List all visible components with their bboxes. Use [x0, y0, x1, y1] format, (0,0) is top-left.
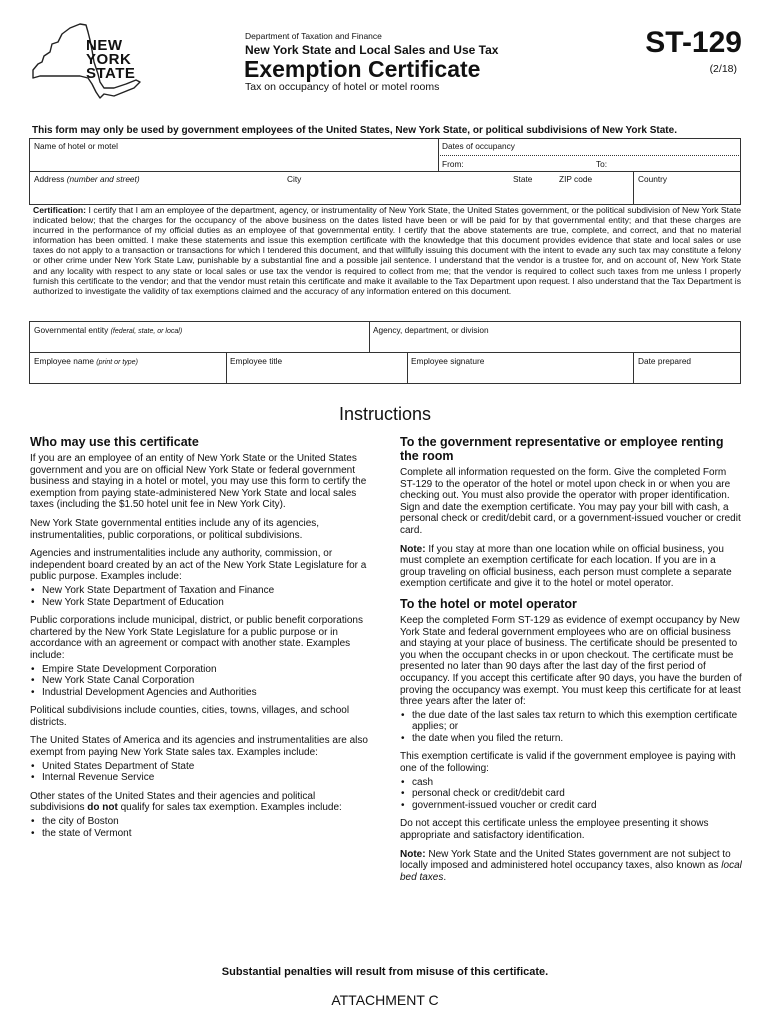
date-prepared-field[interactable]: Date prepared — [638, 356, 692, 366]
non-qualifying-examples-list — [30, 816, 368, 839]
paragraph: Public corporations include municipal, district, or public benefit corporations chartered by the New York State Legislature for a public purpose or in accordance with an agreement or compact with another state. Examples include: — [30, 615, 363, 661]
form-revision: (2/18) — [709, 63, 737, 75]
grid-divider — [29, 352, 741, 353]
instructions-title: Instructions — [338, 404, 432, 424]
date-to-field[interactable]: To: — [596, 159, 608, 169]
payment-methods-list — [400, 777, 742, 812]
governmental-entity-field[interactable] — [34, 325, 182, 335]
employee-signature-field[interactable]: Employee signature — [411, 356, 485, 366]
usage-restriction: This form may only be used by government employees of the United States, New York State, or political subdivisions of New York State. — [32, 125, 677, 136]
list-item: • government-issued voucher or credit card — [400, 800, 742, 812]
list-item: • New York State Canal Corporation — [30, 675, 368, 687]
agency-examples-list — [30, 585, 368, 608]
certificate-subtitle: Tax on occupancy of hotel or motel rooms — [245, 81, 440, 93]
instructions-left-column — [30, 435, 368, 846]
state-field[interactable]: State — [513, 174, 533, 184]
department-name: Department of Taxation and Finance — [245, 31, 382, 41]
paragraph-text: If you stay at more than one location while on official business, you must complete an exemption certificate for each location. If you are in a group traveling on official business, each person must complete a separate exemption certificate and give it to the hotel or motel operator. — [400, 543, 732, 590]
address-note: (number and street) — [66, 174, 140, 184]
governmental-entity-note: (federal, state, or local) — [110, 328, 183, 335]
paragraph: If you are an employee of an entity of New York State or the United States government and you are on official New York State or federal government business and staying in a hotel or motel, you may use this form to certify the exemption from paying state-administered New York State and local sales taxes (including the $1.50 hotel unit fee in New York City). — [30, 453, 367, 511]
hotel-operator-heading: To the hotel or motel operator — [400, 596, 577, 611]
list-item: • Industrial Development Agencies and Authorities — [30, 687, 368, 699]
address-label: Address — [34, 174, 65, 184]
federal-examples-list — [30, 761, 368, 784]
logo-line-3: STATE — [86, 65, 136, 82]
paragraph-emphasis: local bed taxes — [400, 860, 742, 883]
paragraph-text: qualify for sales tax exemption. Examples include: — [117, 802, 342, 814]
grid-divider — [438, 155, 741, 156]
attachment-label: ATTACHMENT C — [331, 992, 439, 1008]
list-item: • the due date of the last sales tax return to which this exemption certificate applies; or — [400, 710, 742, 733]
paragraph: Keep the completed Form ST-129 as evidence of exempt occupancy by New York State and federal government employees who are on official business and staying at your place of business. The certificate should be presented to you when the occupant checks in or upon checkout. The certificate must be presented no later than 90 days after the last day of the first period of occupancy. If you accept this certificate after 90 days, you have the burden of proving the occupancy was exempt. You must keep this certificate for at least three years after the later of: — [400, 614, 742, 708]
date-from-field[interactable]: From: — [442, 159, 464, 169]
paragraph: The United States of America and its agencies and instrumentalities are also exempt from paying New York State sales tax. Examples include: — [30, 735, 368, 759]
form-number: ST-129 — [645, 26, 742, 59]
certification-text: I certify that I am an employee of the department, agency, or instrumentality of New York State, the United States government, or the political subdivision of New York State indicated below; that the charges for the occupancy of the above business on the dates listed have been or will be paid for by that governmental entity; and that these charges are incurred in the performance of my official duties as an employee of that governmental entity. I certify that the above statements are true, complete, and correct, and that no material information has been omitted. I make these statements and issue this exemption certificate with the knowledge that this document provides evidence that state and local sales or use taxes do not apply to a transaction or transactions for which I tendered this document, and that willfully issuing this document with the intent to evade any such tax may constitute a felony or other crime under New York State Law, punishable by a substantial fine and a possible jail sentence. I understand that the vendor is a trustee for, and on account of, New York State and any locality with respect to any state or local sales or use tax the vendor is required to collect from me; that the vendor is required to collect such taxes from me unless I properly furnish this certificate to the vendor; and that the vendor must retain this certificate and make it available to the Tax Department upon request. I also understand that the Tax Department is authorized to investigate the validity of tax exemptions claimed and the accuracy of any information entered on this document. — [33, 205, 741, 296]
grid-divider — [226, 352, 227, 384]
note-label: Note: — [400, 543, 426, 555]
paragraph — [400, 849, 742, 884]
list-item: • New York State Department of Education — [30, 597, 368, 609]
paragraph: New York State governmental entities include any of its agencies, instrumentalities, public corporations, or political subdivisions. — [30, 517, 320, 541]
hotel-name-field[interactable]: Name of hotel or motel — [34, 141, 118, 151]
grid-divider — [29, 171, 741, 172]
list-item: • the city of Boston — [30, 816, 368, 828]
logo-line-2: YORK — [86, 51, 132, 68]
list-item: • United States Department of State — [30, 761, 368, 773]
paragraph: Do not accept this certificate unless the employee presenting it shows appropriate and satisfactory identification. — [400, 818, 709, 842]
law-title: New York State and Local Sales and Use Tax — [245, 43, 499, 57]
employee-title-field[interactable]: Employee title — [230, 356, 283, 366]
paragraph: This exemption certificate is valid if the government employee is paying with one of the following: — [400, 751, 736, 775]
address-field[interactable] — [34, 174, 140, 184]
employee-name-note: (print or type) — [96, 359, 138, 366]
country-field[interactable]: Country — [638, 174, 668, 184]
ny-state-logo — [30, 22, 142, 100]
employee-name-field[interactable] — [34, 356, 138, 366]
list-item: • the state of Vermont — [30, 828, 368, 840]
paragraph-text: . — [443, 871, 447, 883]
paragraph — [30, 791, 368, 814]
dates-occupancy-label: Dates of occupancy — [442, 141, 515, 151]
paragraph-emphasis: do not — [87, 802, 118, 814]
instructions-right-column — [400, 435, 742, 890]
list-item: • Empire State Development Corporation — [30, 664, 368, 676]
grid-divider — [633, 352, 634, 384]
governmental-entity-label: Governmental entity — [34, 325, 109, 335]
public-corporation-examples-list — [30, 664, 368, 699]
paragraph: Complete all information requested on the form. Give the completed Form ST-129 to the operator of the hotel or motel upon check in or when you are checking out. You must also provide the operator with proper identification. Sign and date the exemption certificate. You may pay your bill with cash, a personal check or credit/debit card, or a government-issued voucher or credit card. — [400, 467, 741, 536]
grid-divider — [407, 352, 408, 384]
logo-line-1: NEW — [86, 37, 123, 54]
certification-statement — [33, 205, 741, 296]
note-label: Note: — [400, 848, 426, 860]
list-item: • personal check or credit/debit card — [400, 788, 742, 800]
list-item: • cash — [400, 777, 742, 789]
agency-field[interactable]: Agency, department, or division — [373, 325, 489, 335]
penalties-notice: Substantial penalties will result from misuse of this certificate. — [221, 966, 549, 978]
paragraph-text: New York State and the United States government are not subject to locally imposed and administered hotel occupancy taxes, also known as — [400, 848, 731, 872]
certification-label: Certification: — [33, 205, 86, 215]
zip-code-field[interactable]: ZIP code — [559, 174, 593, 184]
paragraph: Agencies and instrumentalities include any authority, commission, or independent board created by an act of the New York State Legislature for a public purpose. Examples include: — [30, 548, 367, 583]
government-representative-heading: To the government representative or employee renting the room — [400, 435, 724, 463]
list-item: • the date when you filed the return. — [400, 733, 742, 745]
paragraph — [400, 544, 742, 590]
certificate-title: Exemption Certificate — [244, 56, 481, 82]
grid-divider — [369, 321, 370, 352]
retention-list — [400, 710, 742, 745]
paragraph-text: Other states of the United States and their agencies and political subdivisions — [30, 790, 316, 814]
who-may-use-heading: Who may use this certificate — [30, 435, 199, 449]
list-item: • Internal Revenue Service — [30, 772, 368, 784]
city-field[interactable]: City — [287, 174, 302, 184]
paragraph: Political subdivisions include counties, cities, towns, villages, and school districts. — [30, 705, 350, 728]
list-item: • New York State Department of Taxation and Finance — [30, 585, 368, 597]
employee-name-label: Employee name — [34, 356, 94, 366]
grid-divider — [633, 171, 634, 205]
